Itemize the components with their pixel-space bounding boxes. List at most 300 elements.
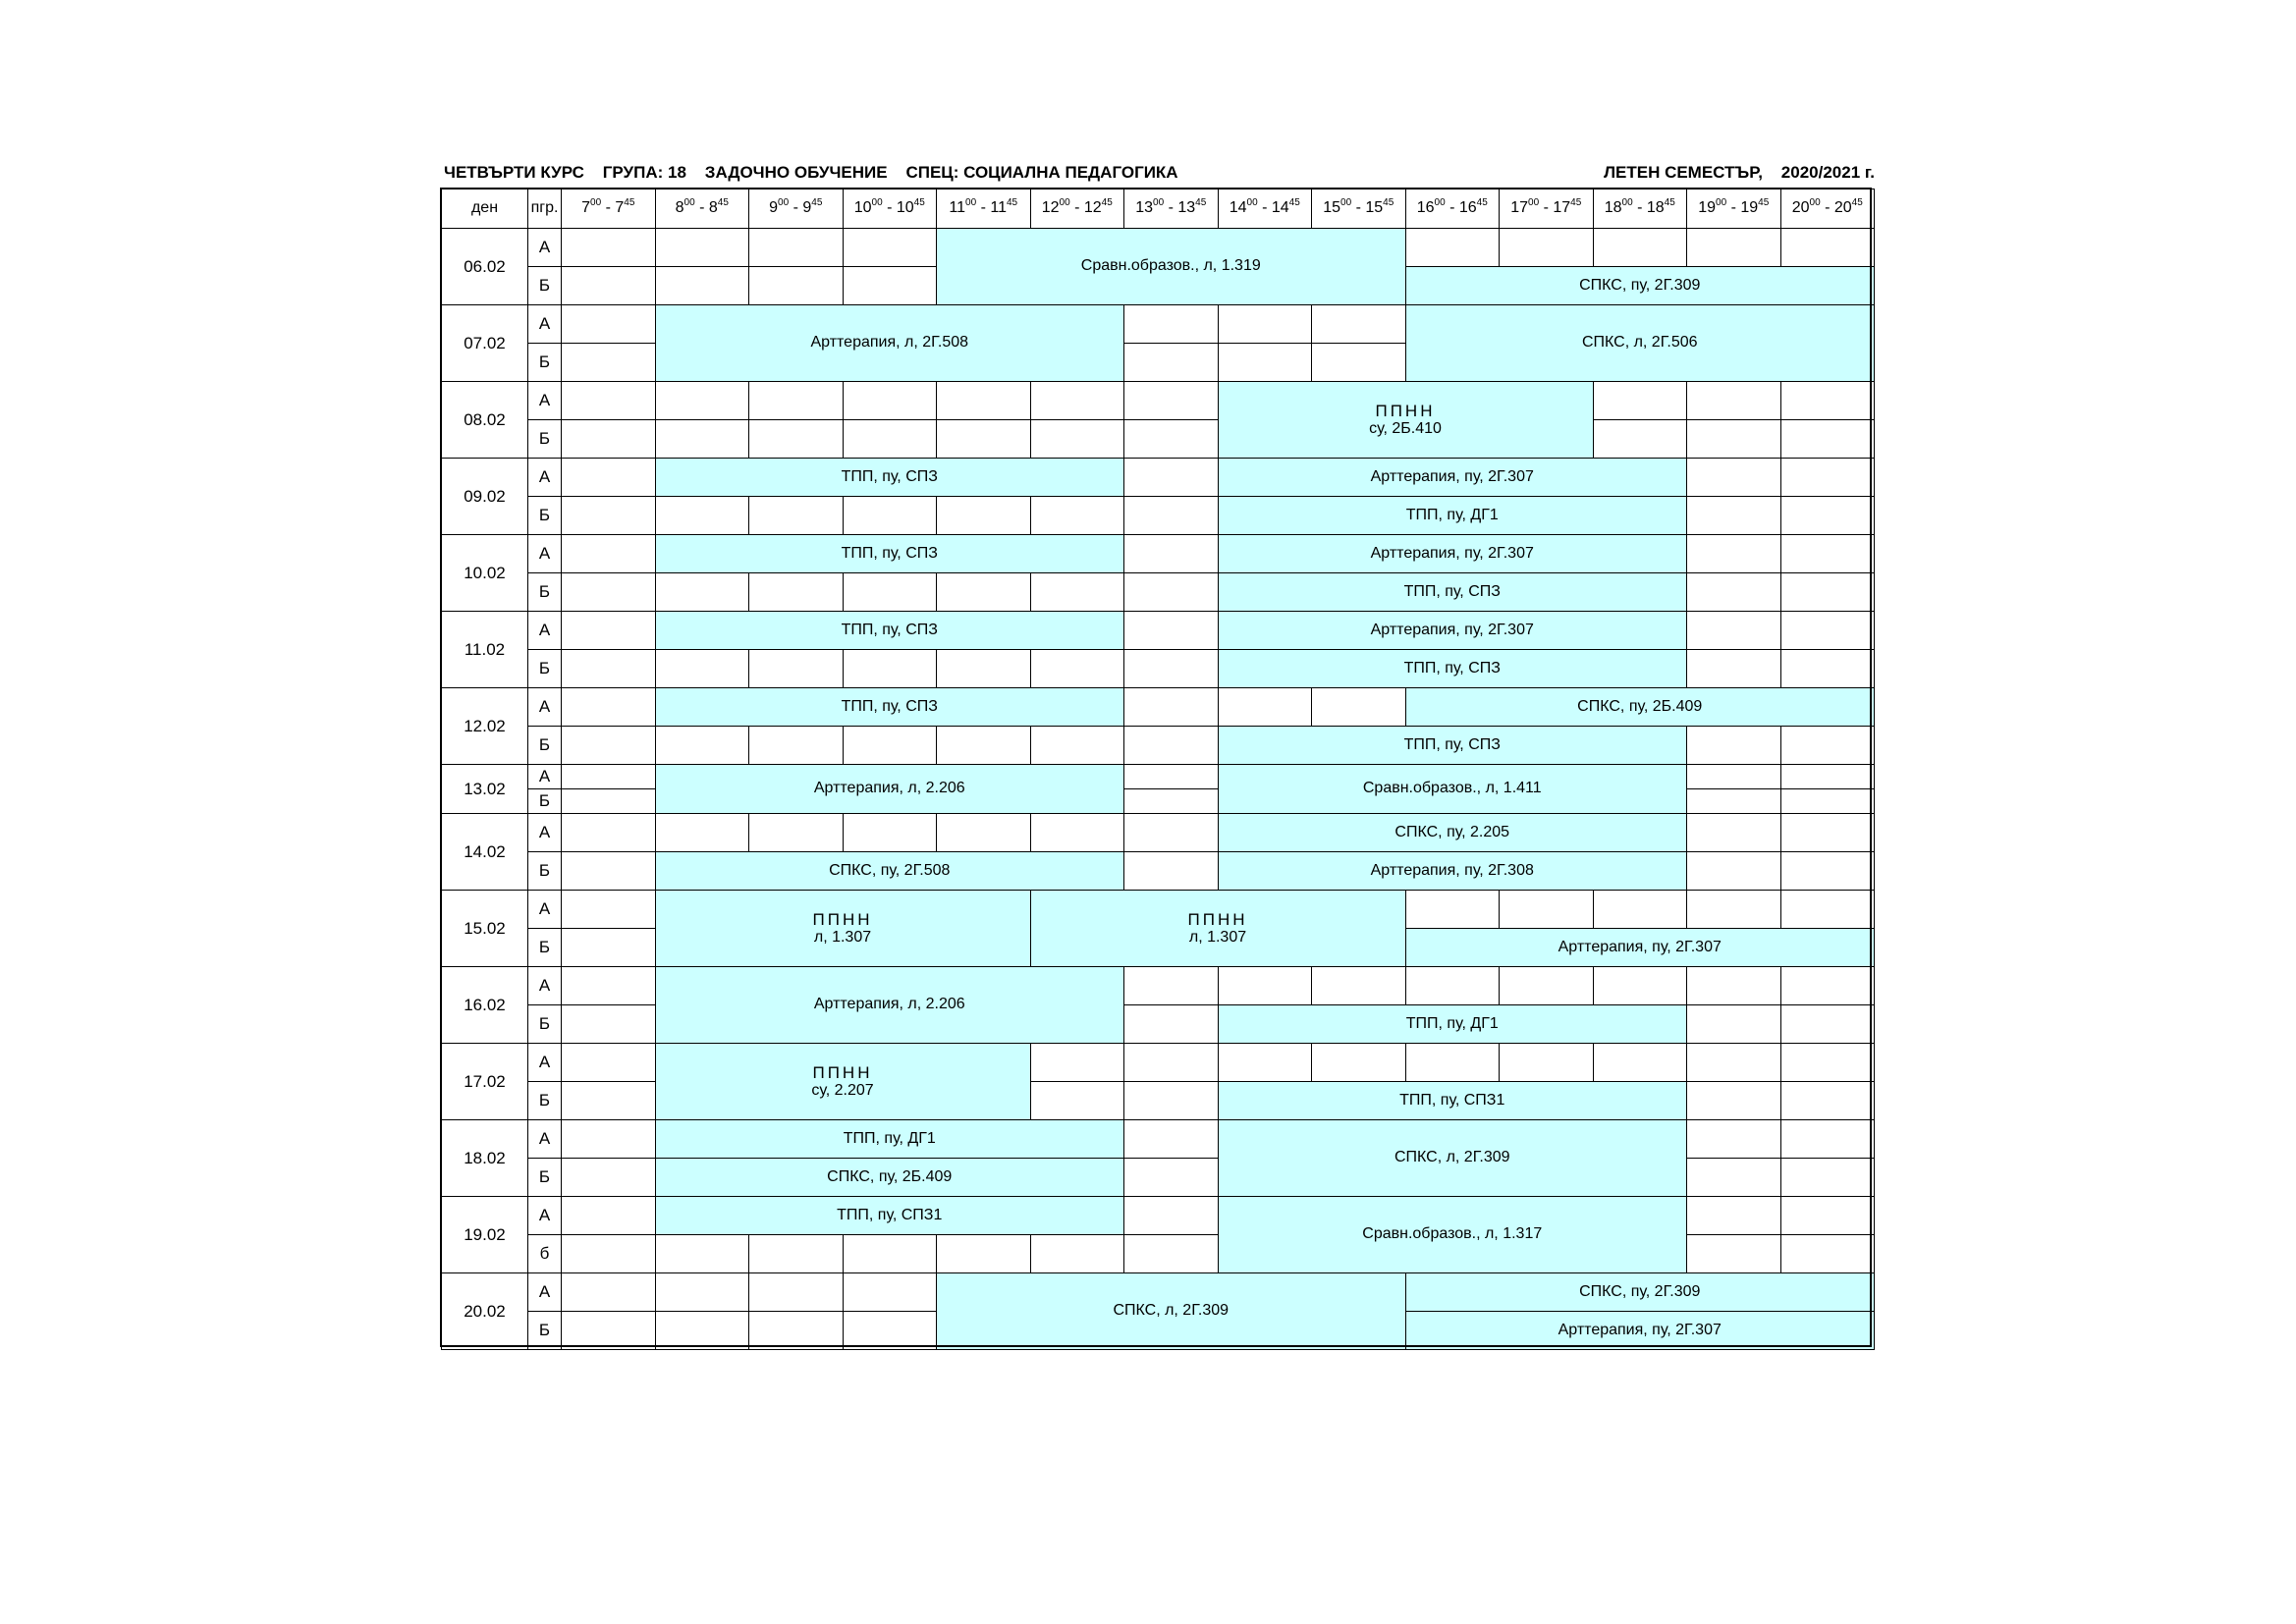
day-date-cell: 14.02 bbox=[441, 813, 528, 891]
empty-slot-cell bbox=[655, 572, 750, 612]
empty-slot-cell bbox=[655, 266, 750, 305]
empty-slot-cell bbox=[1311, 1043, 1406, 1082]
empty-slot-cell bbox=[655, 726, 750, 765]
empty-slot-cell bbox=[748, 1234, 844, 1273]
class-event-cell: Арттерапия, пу, 2Г.307 bbox=[1218, 534, 1688, 573]
class-event-text bbox=[1188, 910, 1248, 947]
empty-slot-cell bbox=[1499, 1043, 1594, 1082]
empty-slot-cell bbox=[561, 1196, 656, 1235]
class-event-title: ППНН bbox=[1187, 909, 1248, 929]
subgroup-label: Б bbox=[527, 496, 562, 535]
empty-slot-cell bbox=[1686, 228, 1781, 267]
empty-slot-cell bbox=[1123, 343, 1219, 382]
empty-slot-cell bbox=[748, 419, 844, 459]
empty-slot-cell bbox=[843, 228, 938, 267]
empty-slot-cell bbox=[561, 1119, 656, 1159]
class-event-cell: СПКС, пу, 2.205 bbox=[1218, 813, 1688, 852]
empty-slot-cell bbox=[1686, 1158, 1781, 1197]
empty-slot-cell bbox=[748, 381, 844, 420]
empty-slot-cell bbox=[655, 1272, 750, 1312]
empty-slot-cell bbox=[1311, 304, 1406, 344]
class-event-cell: Арттерапия, пу, 2Г.307 bbox=[1405, 1311, 1876, 1350]
empty-slot-cell bbox=[655, 813, 750, 852]
schedule-header-right: ЛЕТЕН СЕМЕСТЪР, 2020/2021 г. bbox=[1604, 163, 1875, 182]
empty-slot-cell bbox=[936, 381, 1031, 420]
empty-slot-cell bbox=[843, 1234, 938, 1273]
empty-slot-cell bbox=[748, 228, 844, 267]
empty-slot-cell bbox=[1686, 764, 1781, 789]
empty-slot-cell bbox=[1030, 726, 1125, 765]
column-header-time-slot bbox=[843, 189, 938, 229]
empty-slot-cell bbox=[1686, 496, 1781, 535]
empty-slot-cell bbox=[1123, 1196, 1219, 1235]
empty-slot-cell bbox=[1780, 419, 1876, 459]
empty-slot-cell bbox=[1123, 381, 1219, 420]
column-header-time-slot bbox=[561, 189, 656, 229]
empty-slot-cell bbox=[1686, 851, 1781, 891]
day-date-cell: 17.02 bbox=[441, 1043, 528, 1120]
class-event-cell: СПКС, пу, 2Г.508 bbox=[655, 851, 1125, 891]
empty-slot-cell bbox=[1123, 458, 1219, 497]
time-slot-label: $20^{00} - 20^{45}$ bbox=[1791, 197, 1863, 217]
empty-slot-cell bbox=[1780, 966, 1876, 1005]
empty-slot-cell bbox=[1780, 726, 1876, 765]
column-header-time-slot bbox=[1593, 189, 1688, 229]
empty-slot-cell bbox=[561, 1272, 656, 1312]
empty-slot-cell bbox=[1686, 458, 1781, 497]
empty-slot-cell bbox=[1123, 496, 1219, 535]
empty-slot-cell bbox=[1780, 764, 1876, 789]
time-slot-label: $7^{00} - 7^{45}$ bbox=[581, 197, 635, 217]
empty-slot-cell bbox=[561, 726, 656, 765]
empty-slot-cell bbox=[1499, 228, 1594, 267]
class-event-room: су, 2.207 bbox=[811, 1082, 874, 1100]
empty-slot-cell bbox=[1780, 788, 1876, 814]
empty-slot-cell bbox=[655, 419, 750, 459]
empty-slot-cell bbox=[1030, 1043, 1125, 1082]
empty-slot-cell bbox=[843, 572, 938, 612]
empty-slot-cell bbox=[843, 419, 938, 459]
class-event-cell bbox=[655, 890, 1031, 967]
empty-slot-cell bbox=[561, 381, 656, 420]
empty-slot-cell bbox=[1686, 1196, 1781, 1235]
day-date-cell: 06.02 bbox=[441, 228, 528, 305]
empty-slot-cell bbox=[843, 496, 938, 535]
column-header-time-slot bbox=[1405, 189, 1501, 229]
empty-slot-cell bbox=[936, 419, 1031, 459]
empty-slot-cell bbox=[1218, 304, 1313, 344]
empty-slot-cell bbox=[1686, 1119, 1781, 1159]
column-header-subgroup: пгр. bbox=[527, 189, 562, 229]
empty-slot-cell bbox=[1686, 813, 1781, 852]
empty-slot-cell bbox=[1123, 966, 1219, 1005]
empty-slot-cell bbox=[1780, 1234, 1876, 1273]
class-event-cell: ТПП, пу, СПЗ bbox=[655, 611, 1125, 650]
empty-slot-cell bbox=[748, 1311, 844, 1350]
subgroup-label: А bbox=[527, 1196, 562, 1235]
empty-slot-cell bbox=[1218, 966, 1313, 1005]
empty-slot-cell bbox=[1311, 966, 1406, 1005]
empty-slot-cell bbox=[1123, 813, 1219, 852]
empty-slot-cell bbox=[1780, 572, 1876, 612]
empty-slot-cell bbox=[1123, 304, 1219, 344]
empty-slot-cell bbox=[561, 890, 656, 929]
subgroup-label: А bbox=[527, 611, 562, 650]
empty-slot-cell bbox=[1218, 1043, 1313, 1082]
empty-slot-cell bbox=[1218, 687, 1313, 727]
empty-slot-cell bbox=[561, 1158, 656, 1197]
empty-slot-cell bbox=[561, 1004, 656, 1044]
empty-slot-cell bbox=[843, 1272, 938, 1312]
empty-slot-cell bbox=[1686, 611, 1781, 650]
empty-slot-cell bbox=[561, 1311, 656, 1350]
empty-slot-cell bbox=[561, 496, 656, 535]
column-header-time-slot bbox=[1311, 189, 1406, 229]
empty-slot-cell bbox=[561, 788, 656, 814]
class-event-cell: Арттерапия, пу, 2Г.307 bbox=[1405, 928, 1876, 967]
time-slot-label: $16^{00} - 16^{45}$ bbox=[1416, 197, 1488, 217]
empty-slot-cell bbox=[1030, 496, 1125, 535]
empty-slot-cell bbox=[1123, 1158, 1219, 1197]
empty-slot-cell bbox=[1405, 1043, 1501, 1082]
class-event-cell bbox=[655, 1043, 1031, 1120]
empty-slot-cell bbox=[1780, 381, 1876, 420]
class-event-cell: ТПП, пу, СПЗ bbox=[1218, 572, 1688, 612]
empty-slot-cell bbox=[843, 813, 938, 852]
subgroup-label: Б bbox=[527, 1081, 562, 1120]
day-date-cell: 20.02 bbox=[441, 1272, 528, 1350]
empty-slot-cell bbox=[561, 1081, 656, 1120]
column-header-day: ден bbox=[441, 189, 528, 229]
time-slot-label: $11^{00} - 11^{45}$ bbox=[949, 197, 1018, 217]
class-event-cell: Арттерапия, л, 2.206 bbox=[655, 966, 1125, 1044]
empty-slot-cell bbox=[936, 813, 1031, 852]
empty-slot-cell bbox=[1780, 1081, 1876, 1120]
empty-slot-cell bbox=[561, 572, 656, 612]
time-slot-label: $12^{00} - 12^{45}$ bbox=[1041, 197, 1113, 217]
class-event-cell: Арттерапия, пу, 2Г.307 bbox=[1218, 458, 1688, 497]
empty-slot-cell bbox=[561, 534, 656, 573]
empty-slot-cell bbox=[1780, 649, 1876, 688]
class-event-cell: СПКС, пу, 2Б.409 bbox=[655, 1158, 1125, 1197]
column-header-time-slot bbox=[1780, 189, 1876, 229]
empty-slot-cell bbox=[748, 572, 844, 612]
subgroup-label: Б bbox=[527, 1311, 562, 1350]
empty-slot-cell bbox=[1780, 228, 1876, 267]
subgroup-label: А bbox=[527, 1272, 562, 1312]
class-event-cell: ТПП, пу, ДГ1 bbox=[655, 1119, 1125, 1159]
class-event-room: л, 1.307 bbox=[813, 929, 872, 947]
empty-slot-cell bbox=[561, 228, 656, 267]
subgroup-label: Б bbox=[527, 1158, 562, 1197]
empty-slot-cell bbox=[843, 266, 938, 305]
empty-slot-cell bbox=[1123, 649, 1219, 688]
class-event-room: л, 1.307 bbox=[1188, 929, 1247, 947]
class-event-cell: ТПП, пу, СПЗ bbox=[1218, 649, 1688, 688]
day-date-cell: 12.02 bbox=[441, 687, 528, 765]
class-event-cell: Арттерапия, л, 2.206 bbox=[655, 764, 1125, 814]
empty-slot-cell bbox=[561, 1234, 656, 1273]
empty-slot-cell bbox=[936, 496, 1031, 535]
subgroup-label: А bbox=[527, 966, 562, 1005]
empty-slot-cell bbox=[1780, 1119, 1876, 1159]
class-event-cell: ТПП, пу, СПЗ bbox=[1218, 726, 1688, 765]
empty-slot-cell bbox=[1123, 851, 1219, 891]
empty-slot-cell bbox=[1780, 458, 1876, 497]
time-slot-label: $9^{00} - 9^{45}$ bbox=[769, 197, 823, 217]
class-event-cell: Сравн.образов., л, 1.411 bbox=[1218, 764, 1688, 814]
empty-slot-cell bbox=[1030, 572, 1125, 612]
empty-slot-cell bbox=[1593, 381, 1688, 420]
subgroup-label: Б bbox=[527, 851, 562, 891]
empty-slot-cell bbox=[1123, 788, 1219, 814]
empty-slot-cell bbox=[561, 928, 656, 967]
class-event-text bbox=[811, 1063, 873, 1101]
empty-slot-cell bbox=[1030, 381, 1125, 420]
empty-slot-cell bbox=[1686, 419, 1781, 459]
subgroup-label: Б bbox=[527, 343, 562, 382]
class-event-cell: Арттерапия, пу, 2Г.307 bbox=[1218, 611, 1688, 650]
empty-slot-cell bbox=[748, 649, 844, 688]
empty-slot-cell bbox=[1780, 496, 1876, 535]
empty-slot-cell bbox=[561, 966, 656, 1005]
subgroup-label: А bbox=[527, 534, 562, 573]
empty-slot-cell bbox=[748, 496, 844, 535]
empty-slot-cell bbox=[1686, 534, 1781, 573]
empty-slot-cell bbox=[1123, 419, 1219, 459]
empty-slot-cell bbox=[1686, 890, 1781, 929]
empty-slot-cell bbox=[1030, 419, 1125, 459]
empty-slot-cell bbox=[748, 266, 844, 305]
subgroup-label: А bbox=[527, 890, 562, 929]
empty-slot-cell bbox=[1686, 788, 1781, 814]
subgroup-label: А bbox=[527, 813, 562, 852]
empty-slot-cell bbox=[936, 1234, 1031, 1273]
empty-slot-cell bbox=[843, 726, 938, 765]
empty-slot-cell bbox=[1593, 890, 1688, 929]
time-slot-label: $18^{00} - 18^{45}$ bbox=[1604, 197, 1675, 217]
day-date-cell: 08.02 bbox=[441, 381, 528, 459]
empty-slot-cell bbox=[655, 496, 750, 535]
class-event-cell: ТПП, пу, СПЗ1 bbox=[655, 1196, 1125, 1235]
class-event-cell: ТПП, пу, ДГ1 bbox=[1218, 496, 1688, 535]
empty-slot-cell bbox=[748, 813, 844, 852]
subgroup-label: А bbox=[527, 228, 562, 267]
time-slot-label: $17^{00} - 17^{45}$ bbox=[1510, 197, 1582, 217]
class-event-title: ППНН bbox=[812, 909, 873, 929]
empty-slot-cell bbox=[1780, 611, 1876, 650]
empty-slot-cell bbox=[748, 726, 844, 765]
column-header-time-slot bbox=[1030, 189, 1125, 229]
class-event-cell: Сравн.образов., л, 1.319 bbox=[936, 228, 1406, 305]
empty-slot-cell bbox=[561, 343, 656, 382]
empty-slot-cell bbox=[1780, 890, 1876, 929]
day-date-cell: 09.02 bbox=[441, 458, 528, 535]
subgroup-label: А bbox=[527, 764, 562, 789]
column-header-time-slot bbox=[1686, 189, 1781, 229]
empty-slot-cell bbox=[1123, 764, 1219, 789]
class-event-cell: Арттерапия, пу, 2Г.308 bbox=[1218, 851, 1688, 891]
time-slot-label: $13^{00} - 13^{45}$ bbox=[1135, 197, 1207, 217]
subgroup-label: А bbox=[527, 304, 562, 344]
day-date-cell: 15.02 bbox=[441, 890, 528, 967]
empty-slot-cell bbox=[1593, 228, 1688, 267]
subgroup-label: Б bbox=[527, 928, 562, 967]
empty-slot-cell bbox=[1218, 343, 1313, 382]
class-event-cell bbox=[1218, 381, 1594, 459]
column-header-time-slot bbox=[748, 189, 844, 229]
class-event-cell: ТПП, пу, СПЗ bbox=[655, 534, 1125, 573]
empty-slot-cell bbox=[561, 419, 656, 459]
empty-slot-cell bbox=[748, 1272, 844, 1312]
empty-slot-cell bbox=[1686, 1234, 1781, 1273]
empty-slot-cell bbox=[1030, 813, 1125, 852]
subgroup-label: Б bbox=[527, 419, 562, 459]
column-header-time-slot bbox=[936, 189, 1031, 229]
subgroup-label: Б bbox=[527, 649, 562, 688]
time-slot-label: $8^{00} - 8^{45}$ bbox=[675, 197, 729, 217]
empty-slot-cell bbox=[561, 813, 656, 852]
class-event-title: ППНН bbox=[812, 1062, 873, 1082]
class-event-text bbox=[1369, 402, 1442, 439]
empty-slot-cell bbox=[1593, 1043, 1688, 1082]
empty-slot-cell bbox=[1123, 1004, 1219, 1044]
empty-slot-cell bbox=[561, 764, 656, 789]
class-event-cell: ТПП, пу, ДГ1 bbox=[1218, 1004, 1688, 1044]
class-event-cell: ТПП, пу, СПЗ1 bbox=[1218, 1081, 1688, 1120]
subgroup-label: А bbox=[527, 381, 562, 420]
subgroup-label: А bbox=[527, 687, 562, 727]
class-event-room: су, 2Б.410 bbox=[1369, 420, 1442, 438]
empty-slot-cell bbox=[561, 266, 656, 305]
time-slot-label: $10^{00} - 10^{45}$ bbox=[853, 197, 925, 217]
day-date-cell: 18.02 bbox=[441, 1119, 528, 1197]
class-event-cell: СПКС, пу, 2Б.409 bbox=[1405, 687, 1876, 727]
empty-slot-cell bbox=[1686, 1043, 1781, 1082]
subgroup-label: Б bbox=[527, 788, 562, 814]
empty-slot-cell bbox=[561, 611, 656, 650]
day-date-cell: 07.02 bbox=[441, 304, 528, 382]
empty-slot-cell bbox=[655, 1234, 750, 1273]
empty-slot-cell bbox=[1686, 726, 1781, 765]
subgroup-label: А bbox=[527, 1043, 562, 1082]
class-event-cell: ТПП, пу, СПЗ bbox=[655, 687, 1125, 727]
class-event-cell bbox=[1030, 890, 1406, 967]
class-event-cell: Сравн.образов., л, 1.317 bbox=[1218, 1196, 1688, 1273]
empty-slot-cell bbox=[1123, 1119, 1219, 1159]
empty-slot-cell bbox=[1593, 419, 1688, 459]
day-date-cell: 19.02 bbox=[441, 1196, 528, 1273]
class-event-cell: СПКС, пу, 2Г.309 bbox=[1405, 1272, 1876, 1312]
time-slot-label: $19^{00} - 19^{45}$ bbox=[1698, 197, 1770, 217]
empty-slot-cell bbox=[1123, 572, 1219, 612]
empty-slot-cell bbox=[1780, 1004, 1876, 1044]
empty-slot-cell bbox=[1593, 966, 1688, 1005]
empty-slot-cell bbox=[655, 1311, 750, 1350]
day-date-cell: 11.02 bbox=[441, 611, 528, 688]
column-header-time-slot bbox=[1218, 189, 1313, 229]
empty-slot-cell bbox=[1686, 381, 1781, 420]
class-event-title: ППНН bbox=[1375, 401, 1436, 420]
empty-slot-cell bbox=[1405, 966, 1501, 1005]
empty-slot-cell bbox=[1311, 687, 1406, 727]
empty-slot-cell bbox=[1780, 851, 1876, 891]
empty-slot-cell bbox=[561, 687, 656, 727]
class-event-cell: СПКС, л, 2Г.506 bbox=[1405, 304, 1876, 382]
column-header-time-slot bbox=[1499, 189, 1594, 229]
empty-slot-cell bbox=[1405, 228, 1501, 267]
empty-slot-cell bbox=[1499, 890, 1594, 929]
empty-slot-cell bbox=[561, 649, 656, 688]
column-header-time-slot bbox=[1123, 189, 1219, 229]
class-event-text bbox=[813, 910, 873, 947]
empty-slot-cell bbox=[1780, 1043, 1876, 1082]
column-header-time-slot bbox=[655, 189, 750, 229]
time-slot-label: $14^{00} - 14^{45}$ bbox=[1229, 197, 1300, 217]
empty-slot-cell bbox=[1780, 534, 1876, 573]
empty-slot-cell bbox=[936, 726, 1031, 765]
empty-slot-cell bbox=[1686, 966, 1781, 1005]
empty-slot-cell bbox=[1030, 1081, 1125, 1120]
subgroup-label: Б bbox=[527, 1004, 562, 1044]
day-date-cell: 13.02 bbox=[441, 764, 528, 814]
day-date-cell: 16.02 bbox=[441, 966, 528, 1044]
empty-slot-cell bbox=[1030, 649, 1125, 688]
empty-slot-cell bbox=[1311, 343, 1406, 382]
empty-slot-cell bbox=[1405, 890, 1501, 929]
day-date-cell: 10.02 bbox=[441, 534, 528, 612]
subgroup-label: Б bbox=[527, 572, 562, 612]
empty-slot-cell bbox=[1030, 1234, 1125, 1273]
empty-slot-cell bbox=[1123, 611, 1219, 650]
empty-slot-cell bbox=[843, 1311, 938, 1350]
empty-slot-cell bbox=[1686, 649, 1781, 688]
empty-slot-cell bbox=[561, 458, 656, 497]
empty-slot-cell bbox=[1123, 534, 1219, 573]
schedule-header-left: ЧЕТВЪРТИ КУРС ГРУПА: 18 ЗАДОЧНО ОБУЧЕНИЕ СПЕЦ: СОЦИАЛНА ПЕДАГОГИКА bbox=[444, 163, 1178, 182]
subgroup-label: Б bbox=[527, 266, 562, 305]
subgroup-label: Б bbox=[527, 726, 562, 765]
empty-slot-cell bbox=[1780, 1158, 1876, 1197]
class-event-cell: СПКС, пу, 2Г.309 bbox=[1405, 266, 1876, 305]
empty-slot-cell bbox=[1686, 1004, 1781, 1044]
class-event-cell: ТПП, пу, СПЗ bbox=[655, 458, 1125, 497]
empty-slot-cell bbox=[655, 649, 750, 688]
empty-slot-cell bbox=[1123, 1081, 1219, 1120]
empty-slot-cell bbox=[1686, 572, 1781, 612]
empty-slot-cell bbox=[561, 304, 656, 344]
empty-slot-cell bbox=[1780, 1196, 1876, 1235]
class-event-cell: Арттерапия, л, 2Г.508 bbox=[655, 304, 1125, 382]
subgroup-label: А bbox=[527, 458, 562, 497]
time-slot-label: $15^{00} - 15^{45}$ bbox=[1323, 197, 1394, 217]
empty-slot-cell bbox=[1123, 726, 1219, 765]
empty-slot-cell bbox=[655, 381, 750, 420]
empty-slot-cell bbox=[1123, 1043, 1219, 1082]
class-event-cell: СПКС, л, 2Г.309 bbox=[1218, 1119, 1688, 1197]
empty-slot-cell bbox=[1123, 1234, 1219, 1273]
empty-slot-cell bbox=[1780, 813, 1876, 852]
empty-slot-cell bbox=[1499, 966, 1594, 1005]
empty-slot-cell bbox=[561, 851, 656, 891]
empty-slot-cell bbox=[936, 649, 1031, 688]
empty-slot-cell bbox=[1686, 1081, 1781, 1120]
empty-slot-cell bbox=[843, 381, 938, 420]
subgroup-label: А bbox=[527, 1119, 562, 1159]
empty-slot-cell bbox=[655, 228, 750, 267]
empty-slot-cell bbox=[843, 649, 938, 688]
empty-slot-cell bbox=[936, 572, 1031, 612]
